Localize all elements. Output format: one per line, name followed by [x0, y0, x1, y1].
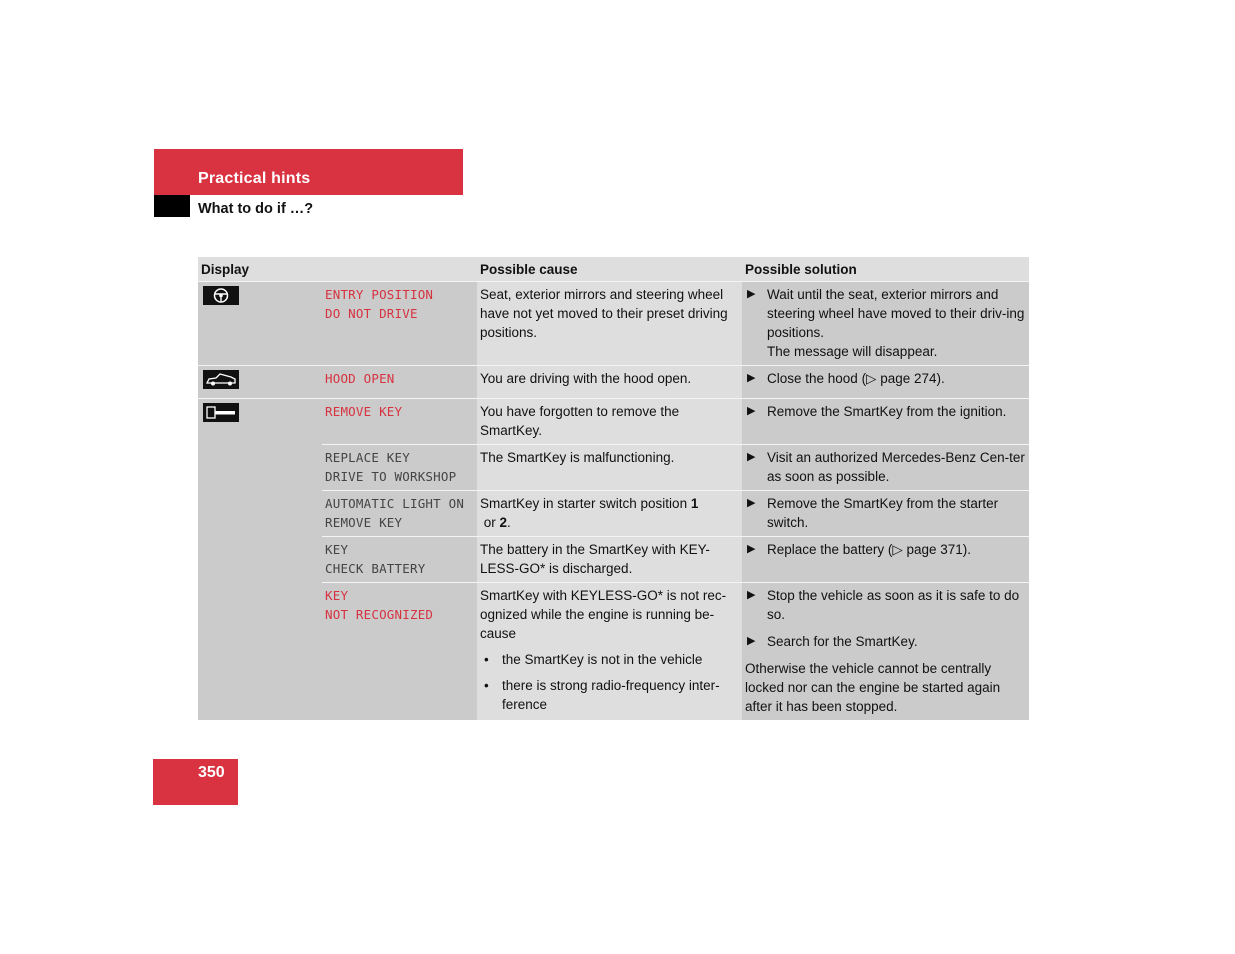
icon-cell: [198, 399, 322, 721]
column-header-cause: Possible cause: [477, 257, 742, 282]
solution-cell: ▶ Remove the SmartKey from the ignition.: [742, 399, 1029, 445]
list-item: • the SmartKey is not in the vehicle: [484, 652, 703, 667]
table-row: [198, 583, 1029, 721]
car-hood-icon: [203, 370, 239, 389]
table-row: [198, 399, 1029, 445]
table-row: [198, 282, 1029, 366]
table-row: [198, 491, 1029, 537]
steering-wheel-icon: [203, 286, 239, 305]
cause-cell: SmartKey with KEYLESS-GO* is not rec-ognized while the engine is running be-cause • the SmartKey is not in the vehicle • there is strong radio-frequency inter-ference: [477, 583, 742, 721]
cause-cell: The SmartKey is malfunctioning.: [477, 445, 742, 491]
cause-cell: You are driving with the hood open.: [477, 366, 742, 399]
solution-cell: ▶ Remove the SmartKey from the starter switch.: [742, 491, 1029, 537]
page-number-tab: [153, 759, 238, 805]
icon-cell: [198, 366, 322, 399]
table-row: [198, 445, 1029, 491]
arrow-icon: ▶: [747, 589, 756, 601]
display-message: KEY NOT RECOGNIZED: [322, 583, 477, 721]
arrow-icon: ▶: [747, 635, 756, 647]
display-message: HOOD OPEN: [322, 366, 477, 399]
solution-cell: ▶ Close the hood (▷ page 274).: [742, 366, 1029, 399]
section-title: Practical hints: [198, 170, 311, 187]
solution-cell: ▶ Stop the vehicle as soon as it is safe to do so. ▶ Search for the SmartKey. Otherwise the vehicle cannot be centrally locked nor can the engine be started again after it has been stopped.: [742, 583, 1029, 721]
table-header-row: [198, 257, 1029, 282]
solution-cell: ▶ Replace the battery (▷ page 371).: [742, 537, 1029, 583]
display-message: ENTRY POSITION DO NOT DRIVE: [322, 282, 477, 366]
table-row: [198, 537, 1029, 583]
display-message: AUTOMATIC LIGHT ON REMOVE KEY: [322, 491, 477, 537]
arrow-icon: ▶: [747, 451, 756, 463]
arrow-icon: ▶: [747, 405, 756, 417]
cause-cell: You have forgotten to remove the SmartKey.: [477, 399, 742, 445]
cause-cell: The battery in the SmartKey with KEY-LESS-GO* is discharged.: [477, 537, 742, 583]
troubleshooting-table: [198, 257, 1029, 720]
arrow-icon: ▶: [747, 288, 756, 300]
arrow-icon: ▶: [747, 497, 756, 509]
table-row: [198, 366, 1029, 399]
arrow-icon: ▶: [747, 372, 756, 384]
display-message: KEY CHECK BATTERY: [322, 537, 477, 583]
list-item: • there is strong radio-frequency inter-ference: [484, 678, 720, 712]
subsection-marker: [154, 195, 190, 217]
column-header-solution: Possible solution: [742, 257, 1029, 282]
display-message: REMOVE KEY: [322, 399, 477, 445]
cause-cell: Seat, exterior mirrors and steering wheel have not yet moved to their preset driving positions.: [477, 282, 742, 366]
solution-note: Otherwise the vehicle cannot be centrally locked nor can the engine be started again after it has been stopped.: [745, 661, 1001, 714]
subsection-title: What to do if …?: [198, 201, 314, 217]
column-header-display: Display: [198, 257, 477, 282]
icon-cell: [198, 282, 322, 366]
solution-cell: ▶ Wait until the seat, exterior mirrors and steering wheel have moved to their driv-ing positions. The message will disappear.: [742, 282, 1029, 366]
cause-cell: SmartKey in starter switch position 1 or 2.: [477, 491, 742, 537]
smartkey-icon: [203, 403, 239, 422]
display-message: REPLACE KEY DRIVE TO WORKSHOP: [322, 445, 477, 491]
arrow-icon: ▶: [747, 543, 756, 555]
solution-cell: ▶ Visit an authorized Mercedes-Benz Cen-ter as soon as possible.: [742, 445, 1029, 491]
page-number: 350: [198, 764, 225, 781]
